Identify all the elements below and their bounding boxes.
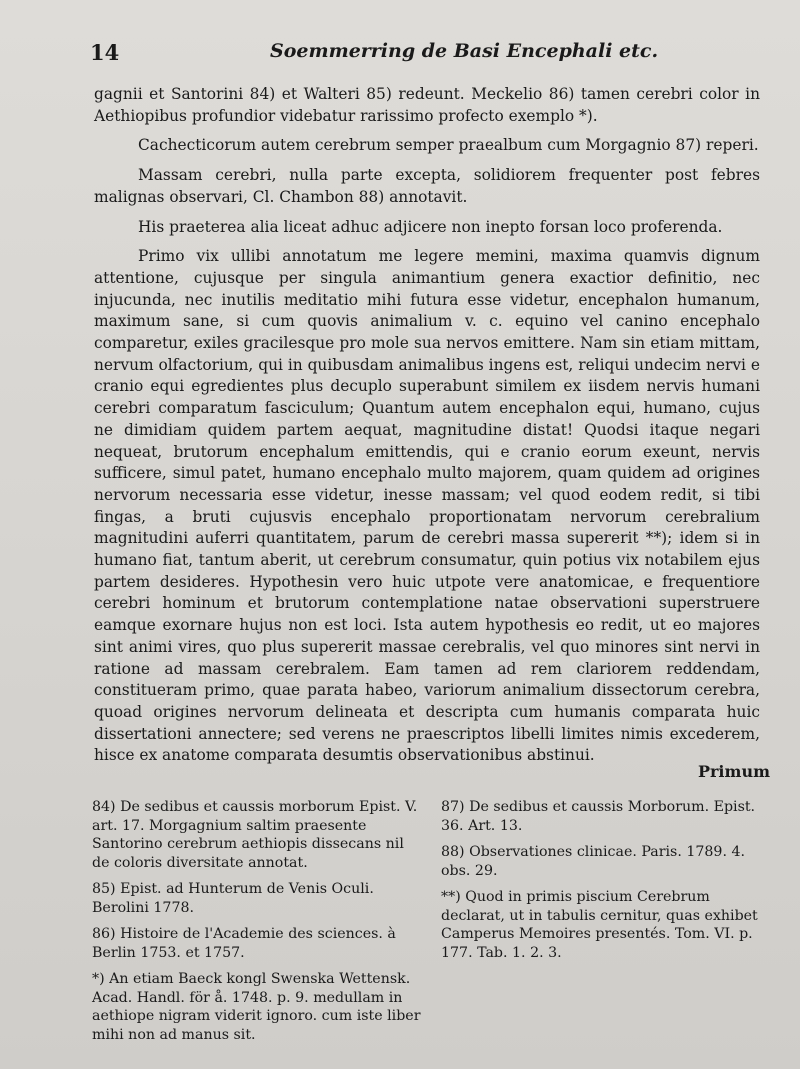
paragraph-2: Cachecticorum autem cerebrum semper praealbum cum Morgagnio 87) reperi. <box>138 136 759 155</box>
footnote-88: 88) Observationes clinicae. Paris. 1789. 4. obs. 29. <box>441 844 746 879</box>
page-number: 14 <box>90 40 120 65</box>
main-text <box>94 84 760 767</box>
catchword: Primum <box>697 762 770 781</box>
footnote-87: 87) De sedibus et caussis Morborum. Epist. 36. Art. 13. <box>441 799 756 834</box>
footnote-double-asterisk: **) Quod in primis piscium Cerebrum declarat, ut in tabulis cernitur, quas exhibet Camperus Memoires presentés. Tom. VI. p. 177. Tab. 1. 2. 3. <box>441 889 758 961</box>
paragraph-4: His praeterea alia liceat adhuc adjicere non inepto forsan loco proferenda. <box>138 217 723 236</box>
footnote-asterisk: *) An etiam Baeck kongl Swenska Wettensk. Acad. Handl. för å. 1748. p. 9. medullam in aethiope nigram viderit ignoro. cum iste liber mihi non ad manus sit. <box>92 971 421 1043</box>
footnotes-right-column <box>441 798 772 1052</box>
running-title: Soemmerring de Basi Encephali etc. <box>270 40 659 62</box>
footnote-85: 85) Epist. ad Hunterum de Venis Oculi. Berolini 1778. <box>92 881 374 916</box>
paragraph-5: Primo vix ullibi annotatum me legere memini, maxima quamvis dignum attentione, cujusque per singula animantium genera exactior definitio, nec injucunda, nec inutilis meditatio mihi futura esse videtur, encephalon humanum, maximum sane, si cum quovis animalium v. c. equino vel canino encephalo comparetur, exiles gracilesque pro mole sua nervos emittere. Nam sin etiam mittam, nervum olfactorium, qui in quibusdam animalibus ingens est, reliqui undecim nervi e cranio equi egredientes plus decuplo superabunt similem ex iisdem nervis humani cerebri comparatum fasciculum; Quantum autem encephalon equi, humano, cujus ne dimidiam quidem partem aequat, magnitudine distat! Quodsi itaque negari nequeat, brutorum encephalum emittendis, qui e cranio eorum exeunt, nervis sufficere, simul patet, humano encephalo multo majorem, quam quidem ad origines nervorum necessaria esse videtur, inesse massam; vel quod eodem redit, si tibi fingas, a bruti cujusvis encephalo proportionatam nervorum cerebralium magnitudini auferri quantitatem, parum de cerebri massa supererit **); idem si in humano fiat, tantum aberit, ut cerebrum consumatur, quin potius vix notabilem ejus partem desideres. Hypothesin vero huic utpote vere anatomicae, e frequentiore cerebri hominum et brutorum contemplatione natae observationi superstruere eamque exornare hujus non est loci. Ista autem hypothesis eo redit, ut eo majores sint animi vires, quo plus supererit massae cerebralis, vel quo minores sint nervi in ratione ad massam cerebralem. Eam tamen ad rem clariorem reddendam, constitueram primo, quae parata habeo, variorum animalium dissectorum cerebra, quoad origines nervorum delineata et descripta cum humanis comparata huic dissertationi annectere; sed verens ne praescriptos libelli limites nimis excederem, hisce ex anatome comparata desumtis observationibus abstinui. <box>94 247 760 765</box>
paragraph-1: gagnii et Santorini 84) et Walteri 85) redeunt. Meckelio 86) tamen cerebri color in Aethiopibus profundior videbatur rarissimo profecto exemplo *). <box>94 85 760 125</box>
footnote-84: 84) De sedibus et caussis morborum Epist. V. art. 17. Morgagnium saltim praesente Santorino cerebrum aethiopis dissecans nil de coloris diversitate annotat. <box>92 799 418 871</box>
paragraph-3: Massam cerebri, nulla parte excepta, solidiorem frequenter post febres malignas observari, Cl. Chambon 88) annotavit. <box>94 166 760 206</box>
footnotes-left-column <box>92 798 423 1052</box>
footnote-86: 86) Histoire de l'Academie des sciences. à Berlin 1753. et 1757. <box>92 926 396 961</box>
footnotes <box>92 798 772 1052</box>
